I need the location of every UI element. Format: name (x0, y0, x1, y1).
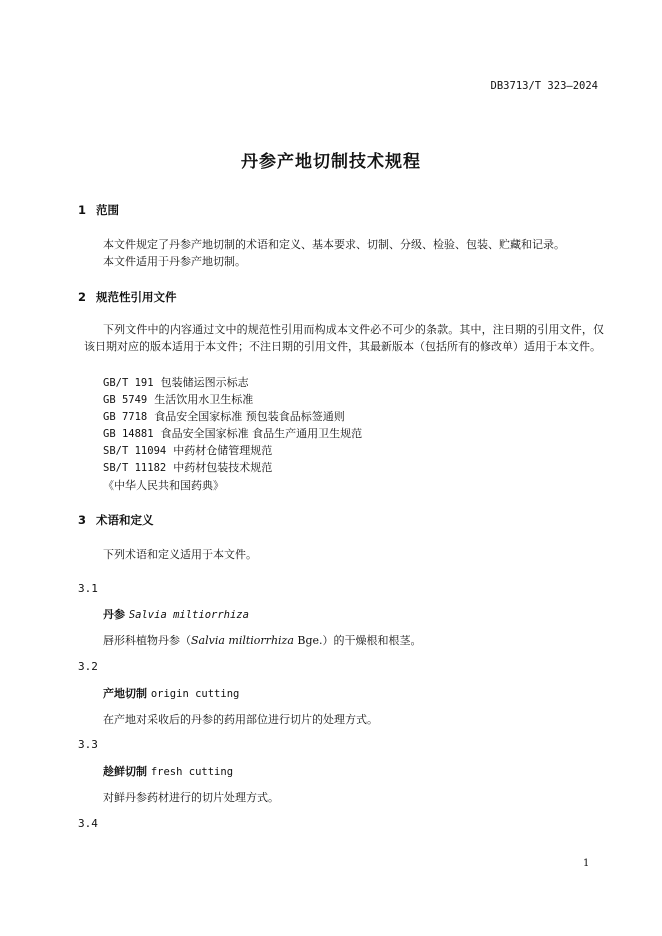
reference-item (103, 391, 253, 407)
term-definition: 在产地对采收后的丹参的药用部位进行切片的处理方式。 (103, 713, 378, 726)
definition-text: 唇形科植物丹参（ (103, 634, 191, 647)
section-title: 术语和定义 (96, 513, 154, 527)
pharmacopoeia-reference: 《中华人民共和国药典》 (103, 479, 224, 492)
reference-item (103, 442, 272, 458)
section-2-heading (78, 289, 177, 305)
section-1-heading (78, 202, 119, 218)
reference-name: 食品安全国家标准 预包装食品标签通则 (154, 410, 345, 423)
section-title: 规范性引用文件 (96, 290, 177, 304)
references-intro: 下列文件中的内容通过文中的规范性引用而构成本文件必不可少的条款。其中，注日期的引用文件，仅该日期对应的版本适用于本文件；不注日期的引用文件，其最新版本（包括所有的修改单）适用于本文件。 (84, 323, 604, 353)
reference-item (103, 459, 272, 475)
section-title: 范围 (96, 203, 119, 217)
term-heading (103, 606, 249, 622)
term-heading (103, 763, 233, 779)
term-definition (103, 632, 422, 648)
reference-item (103, 425, 362, 441)
reference-code: SB/T 11182 (103, 462, 167, 474)
term-number: 3.2 (78, 660, 98, 673)
reference-name: 食品安全国家标准 食品生产通用卫生规范 (160, 427, 363, 440)
reference-code: GB 7718 (103, 411, 148, 423)
reference-name: 中药材仓储管理规范 (173, 444, 273, 457)
page-number: 1 (583, 858, 590, 869)
reference-item (103, 374, 249, 390)
reference-name: 包装储运图示标志 (160, 376, 249, 389)
term-definition: 对鲜丹参药材进行的切片处理方式。 (103, 791, 279, 804)
reference-item (103, 408, 345, 424)
term-en: origin cutting (150, 688, 240, 700)
definition-latin-name: Salvia miltiorrhiza (191, 634, 294, 647)
term-number: 3.3 (78, 738, 98, 751)
scope-paragraph-1: 本文件规定了丹参产地切制的术语和定义、基本要求、切制、分级、检验、包装、贮藏和记录。 (103, 238, 565, 251)
terms-intro: 下列术语和定义适用于本文件。 (103, 548, 257, 561)
reference-code: GB 5749 (103, 394, 148, 406)
reference-code: SB/T 11094 (103, 445, 167, 457)
term-zh: 产地切制 (103, 687, 147, 700)
document-number: DB3713/T 323—2024 (490, 80, 598, 92)
definition-text: Bge.）的干燥根和根茎。 (293, 634, 422, 647)
section-number: 2 (78, 290, 87, 304)
reference-code: GB 14881 (103, 428, 154, 440)
section-number: 3 (78, 513, 87, 527)
term-en: fresh cutting (150, 766, 234, 778)
page-title: 丹参产地切制技术规程 (241, 152, 421, 172)
section-3-heading (78, 512, 154, 528)
reference-code: GB/T 191 (103, 377, 154, 389)
term-zh: 丹参 (103, 608, 125, 621)
section-number: 1 (78, 203, 87, 217)
term-zh: 趁鲜切制 (103, 765, 147, 778)
scope-paragraph-2: 本文件适用于丹参产地切制。 (103, 255, 246, 268)
reference-name: 中药材包装技术规范 (173, 461, 273, 474)
term-en: Salvia miltiorrhiza (128, 609, 249, 621)
term-heading (103, 685, 239, 701)
term-number: 3.1 (78, 582, 98, 595)
term-number: 3.4 (78, 817, 98, 830)
reference-name: 生活饮用水卫生标准 (154, 393, 254, 406)
